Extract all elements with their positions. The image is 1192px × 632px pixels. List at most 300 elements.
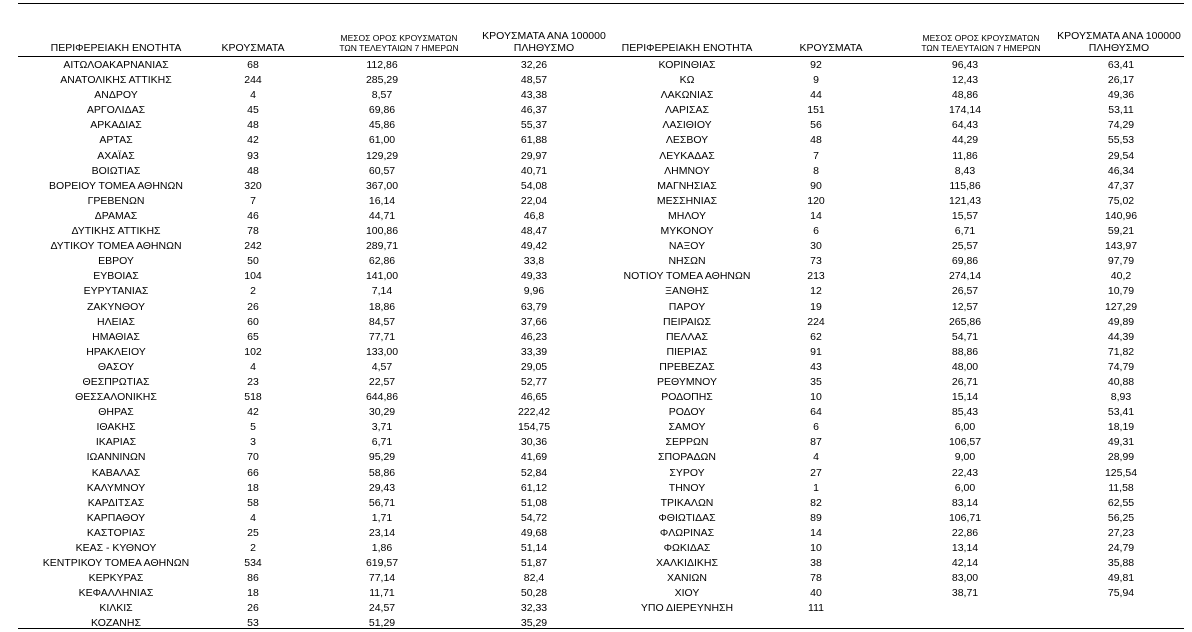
table-row (612, 209, 1182, 224)
cell-region: ΙΘΑΚΗΣ (96, 421, 136, 434)
cell-avg7: 6,71 (371, 436, 393, 449)
cell-cases: 242 (244, 240, 262, 253)
table-row (18, 239, 596, 254)
cell-region: ΠΡΕΒΕΖΑΣ (659, 360, 715, 373)
cell-region: ΚΩ (679, 74, 695, 87)
header-avg7-left-line1: ΜΕΣΟΣ ΟΡΟΣ ΚΡΟΥΣΜΑΤΩΝ (340, 33, 458, 43)
table-row (18, 511, 596, 526)
cell-per100k: 74,79 (1107, 360, 1135, 373)
cell-region: ΣΕΡΡΩΝ (665, 436, 709, 449)
cell-per100k: 154,75 (517, 421, 551, 434)
cell-per100k: 52,84 (520, 466, 548, 479)
cell-region: ΘΑΣΟΥ (97, 360, 135, 373)
cell-cases: 90 (810, 179, 822, 192)
cell-region: ΧΙΟΥ (674, 587, 700, 600)
cell-region: ΚΕΦΑΛΛΗΝΙΑΣ (78, 587, 154, 600)
cell-avg7: 18,86 (368, 300, 396, 313)
cell-region: ΛΑΡΙΣΑΣ (665, 104, 709, 117)
cell-region: ΠΑΡΟΥ (668, 300, 706, 313)
cell-avg7: 15,14 (951, 391, 979, 404)
cell-avg7: 8,57 (371, 89, 393, 102)
cell-cases: 89 (810, 511, 822, 524)
table-row (612, 194, 1182, 209)
cell-region: ΚΕΝΤΡΙΚΟΥ ΤΟΜΕΑ ΑΘΗΝΩΝ (42, 557, 190, 570)
cell-per100k: 28,99 (1107, 451, 1135, 464)
cell-cases: 104 (244, 270, 262, 283)
cell-region: ΚΙΛΚΙΣ (99, 602, 133, 615)
cell-region: ΕΒΡΟΥ (98, 255, 134, 268)
cell-per100k: 71,82 (1107, 345, 1135, 358)
cell-avg7: 16,14 (368, 194, 396, 207)
table-row (18, 224, 596, 239)
table-row (612, 360, 1182, 375)
cell-avg7: 115,86 (949, 179, 981, 192)
cell-avg7: 45,86 (368, 119, 396, 132)
cell-cases: 58 (247, 496, 259, 509)
cell-per100k: 74,29 (1107, 119, 1135, 132)
cell-region: ΚΕΑΣ - ΚΥΘΝΟΥ (75, 542, 157, 554)
header-avg7-left-line2: ΤΩΝ ΤΕΛΕΥΤΑΙΩΝ 7 ΗΜΕΡΩΝ (339, 43, 459, 53)
cell-region: ΛΕΣΒΟΥ (665, 134, 709, 147)
table-row (612, 179, 1182, 194)
cell-per100k: 50,28 (520, 587, 548, 600)
cell-avg7: 88,86 (951, 345, 979, 358)
cell-region: ΦΘΙΩΤΙΔΑΣ (658, 511, 716, 524)
table-row (612, 511, 1182, 526)
cell-cases: 38 (810, 557, 822, 570)
cell-per100k: 51,08 (520, 496, 548, 509)
cell-region: ΤΡΙΚΑΛΩΝ (660, 496, 714, 509)
table-row (612, 466, 1182, 481)
table-row (612, 224, 1182, 239)
cell-per100k: 51,14 (520, 542, 548, 554)
cell-cases: 244 (244, 74, 262, 87)
cell-cases: 93 (247, 149, 259, 162)
cell-avg7: 6,00 (954, 421, 976, 434)
cell-cases: 1 (813, 481, 819, 494)
cell-cases: 3 (250, 436, 256, 449)
cell-avg7: 84,57 (368, 315, 396, 328)
cell-avg7: 24,57 (368, 602, 396, 615)
table-row (18, 133, 596, 148)
cell-cases: 65 (247, 330, 259, 343)
table-row (612, 435, 1182, 450)
cell-region: ΑΝΔΡΟΥ (94, 89, 138, 102)
cell-region: ΡΟΔΟΥ (668, 406, 706, 419)
table-row (18, 360, 596, 375)
cell-region: ΥΠΟ ΔΙΕΡΕΥΝΗΣΗ (640, 602, 734, 615)
table-row (18, 164, 596, 179)
cell-avg7: 1,86 (371, 542, 393, 554)
cell-avg7: 25,57 (951, 240, 979, 253)
table-row (18, 466, 596, 481)
cell-per100k: 54,72 (520, 511, 548, 524)
cell-cases: 26 (247, 300, 259, 313)
cell-region: ΚΟΡΙΝΘΙΑΣ (658, 59, 716, 71)
cell-cases: 518 (244, 391, 262, 404)
cell-cases: 82 (810, 496, 822, 509)
cell-cases: 224 (807, 315, 825, 328)
cell-per100k: 222,42 (517, 406, 551, 419)
cell-cases: 23 (247, 375, 259, 388)
table-row (18, 194, 596, 209)
cell-region: ΛΕΥΚΑΔΑΣ (659, 149, 715, 162)
cell-per100k: 52,77 (520, 375, 548, 388)
cell-cases: 4 (250, 89, 256, 102)
table-row (18, 601, 596, 616)
cell-avg7: 9,00 (954, 451, 976, 464)
cell-per100k (1060, 601, 1182, 616)
cell-avg7: 6,00 (954, 481, 976, 494)
cell-per100k: 63,41 (1107, 59, 1135, 71)
cell-per100k: 33,8 (523, 255, 545, 268)
table-row (18, 88, 596, 103)
cell-per100k: 49,89 (1107, 315, 1135, 328)
cell-region: ΡΕΘΥΜΝΟΥ (656, 375, 717, 388)
cell-per100k: 51,87 (520, 557, 548, 570)
cell-cases: 534 (244, 557, 262, 570)
cell-cases: 6 (813, 421, 819, 434)
table-bottom-rule (18, 628, 1184, 629)
cell-cases: 10 (810, 391, 822, 404)
cell-cases: 27 (810, 466, 822, 479)
cell-region: ΕΥΡΥΤΑΝΙΑΣ (83, 285, 149, 298)
cell-avg7: 69,86 (951, 255, 979, 268)
table-row (612, 586, 1182, 601)
cell-per100k: 29,54 (1107, 149, 1135, 162)
cell-region: ΠΙΕΡΙΑΣ (666, 345, 708, 358)
cell-per100k: 49,68 (520, 526, 548, 539)
cell-cases: 64 (810, 406, 822, 419)
cell-avg7: 1,71 (371, 511, 393, 524)
cell-cases: 6 (813, 225, 819, 238)
cell-avg7: 83,14 (951, 496, 979, 509)
cell-region: ΓΡΕΒΕΝΩΝ (87, 194, 145, 207)
cell-avg7: 26,57 (951, 285, 979, 298)
cell-cases: 42 (247, 134, 259, 147)
cell-per100k: 32,26 (520, 59, 548, 71)
cell-cases: 46 (247, 209, 259, 222)
cell-avg7: 13,14 (951, 542, 979, 554)
table-row (612, 284, 1182, 299)
cell-cases: 7 (250, 194, 256, 207)
cell-per100k: 43,38 (520, 89, 548, 102)
cell-avg7: 15,57 (951, 209, 979, 222)
cell-avg7: 44,71 (368, 209, 396, 222)
cell-avg7: 48,00 (951, 360, 979, 373)
cell-per100k: 26,17 (1107, 74, 1135, 87)
cell-cases: 12 (810, 285, 822, 298)
cell-per100k: 18,19 (1107, 421, 1135, 434)
cell-avg7: 38,71 (951, 587, 979, 600)
cell-region: ΡΟΔΟΠΗΣ (661, 391, 713, 404)
cell-cases: 111 (808, 602, 824, 615)
cell-cases: 92 (810, 59, 822, 71)
cell-region: ΣΠΟΡΑΔΩΝ (658, 451, 716, 464)
cell-per100k: 55,37 (520, 119, 548, 132)
table-row (612, 88, 1182, 103)
cell-per100k: 40,2 (1110, 270, 1132, 283)
cell-cases: 56 (810, 119, 822, 132)
table-row (18, 118, 596, 133)
cell-region: ΚΑΒΑΛΑΣ (91, 466, 141, 479)
cell-avg7: 174,14 (948, 104, 982, 117)
cell-per100k: 46,65 (520, 391, 548, 404)
table-row (18, 571, 596, 586)
table-row (612, 420, 1182, 435)
table-row (18, 496, 596, 511)
table-row (18, 616, 596, 631)
cell-avg7: 133,00 (365, 345, 399, 358)
cell-region: ΧΑΝΙΩΝ (667, 572, 707, 585)
cell-region: ΝΟΤΙΟΥ ΤΟΜΕΑ ΑΘΗΝΩΝ (623, 270, 751, 283)
cell-avg7: 69,86 (368, 104, 396, 117)
cell-per100k: 35,88 (1107, 557, 1135, 570)
cell-cases: 10 (810, 542, 822, 554)
cell-avg7: 22,57 (368, 375, 396, 388)
cell-cases: 44 (810, 89, 822, 102)
cell-cases: 78 (810, 572, 822, 585)
cell-region: ΘΗΡΑΣ (98, 406, 134, 419)
cell-region: ΛΑΚΩΝΙΑΣ (660, 89, 714, 102)
cell-avg7: 22,86 (951, 526, 979, 539)
cell-cases: 53 (247, 617, 259, 630)
cell-region: ΔΡΑΜΑΣ (94, 209, 138, 222)
cell-cases: 35 (810, 375, 822, 388)
table-row (18, 541, 596, 556)
cell-cases: 48 (247, 119, 259, 132)
table-row (612, 239, 1182, 254)
table-row (18, 315, 596, 330)
cell-cases: 9 (813, 74, 819, 87)
cell-region: ΜΥΚΟΝΟΥ (660, 225, 714, 238)
cell-per100k: 140,96 (1104, 209, 1138, 222)
cell-per100k: 49,31 (1107, 436, 1135, 449)
cell-avg7: 77,71 (368, 330, 396, 343)
cell-region: ΜΗΛΟΥ (668, 209, 706, 222)
table-row (612, 254, 1182, 269)
table-row (18, 435, 596, 450)
cell-cases: 2 (250, 285, 256, 298)
cell-cases: 45 (247, 104, 259, 117)
cell-cases: 50 (247, 255, 259, 268)
cell-cases: 213 (807, 270, 825, 283)
cell-per100k: 75,02 (1107, 194, 1135, 207)
cell-per100k: 49,42 (520, 240, 548, 253)
cell-per100k: 30,36 (520, 436, 548, 449)
cell-region: ΛΗΜΝΟΥ (664, 164, 710, 177)
cell-avg7: 23,14 (368, 526, 396, 539)
header-region-left: ΠΕΡΙΦΕΡΕΙΑΚΗ ΕΝΟΤΗΤΑ (50, 42, 182, 54)
cell-region: ΤΗΝΟΥ (668, 481, 706, 494)
table-row (18, 254, 596, 269)
table-row (612, 164, 1182, 179)
table-row (18, 405, 596, 420)
table-row (18, 375, 596, 390)
table-row (18, 209, 596, 224)
cell-cases: 91 (810, 345, 822, 358)
cell-avg7: 22,43 (951, 466, 979, 479)
cell-avg7: 11,86 (952, 149, 978, 162)
cell-region: ΘΕΣΣΑΛΟΝΙΚΗΣ (75, 391, 157, 404)
cell-cases: 151 (807, 104, 825, 117)
cell-avg7: 29,43 (368, 481, 396, 494)
cell-avg7: 141,00 (365, 270, 399, 283)
header-avg7-right-line2: ΤΩΝ ΤΕΛΕΥΤΑΙΩΝ 7 ΗΜΕΡΩΝ (921, 43, 1041, 53)
cell-avg7: 265,86 (948, 315, 982, 328)
cell-region: ΞΑΝΘΗΣ (665, 285, 709, 298)
cell-avg7: 11,71 (369, 587, 395, 600)
cell-region: ΚΑΛΥΜΝΟΥ (86, 481, 146, 494)
cell-per100k: 46,37 (520, 104, 548, 117)
cell-per100k: 33,39 (520, 345, 548, 358)
table-row (612, 103, 1182, 118)
cell-cases: 48 (810, 134, 822, 147)
cell-region: ΜΑΓΝΗΣΙΑΣ (657, 179, 717, 192)
table-row (18, 330, 596, 345)
table-row (612, 526, 1182, 541)
cell-per100k: 49,33 (520, 270, 548, 283)
cell-avg7: 54,71 (951, 330, 979, 343)
cell-per100k: 35,29 (520, 617, 548, 630)
cell-cases: 78 (247, 225, 259, 238)
table-row (612, 300, 1182, 315)
cell-avg7: 62,86 (368, 255, 396, 268)
cell-avg7: 129,29 (365, 149, 399, 162)
cell-region: ΚΑΡΠΑΘΟΥ (86, 511, 146, 524)
header-per100k-left (470, 30, 618, 54)
cell-avg7: 83,00 (951, 572, 979, 585)
cell-cases: 73 (810, 255, 822, 268)
cell-per100k: 55,53 (1107, 134, 1135, 147)
cell-per100k: 49,81 (1107, 572, 1135, 585)
cell-per100k: 44,39 (1107, 330, 1135, 343)
cell-per100k: 47,37 (1107, 179, 1135, 192)
table-row (612, 73, 1182, 88)
cell-avg7: 77,14 (368, 572, 396, 585)
cell-per100k: 61,12 (520, 481, 548, 494)
table-row (18, 149, 596, 164)
cell-region: ΣΥΡΟΥ (669, 466, 705, 479)
table-row (18, 269, 596, 284)
cell-avg7: 6,71 (954, 225, 976, 238)
cell-region: ΝΑΞΟΥ (668, 240, 706, 253)
cell-per100k: 41,69 (520, 451, 548, 464)
cell-avg7: 12,43 (951, 74, 979, 87)
cell-per100k: 75,94 (1107, 587, 1135, 600)
cell-avg7: 96,43 (951, 59, 979, 71)
left-table-body (18, 58, 596, 632)
cell-per100k: 29,05 (520, 360, 548, 373)
cell-avg7: 106,57 (948, 436, 982, 449)
cell-region: ΚΕΡΚΥΡΑΣ (88, 572, 144, 585)
header-avg7-right-line1: ΜΕΣΟΣ ΟΡΟΣ ΚΡΟΥΣΜΑΤΩΝ (922, 33, 1040, 43)
table-row (612, 330, 1182, 345)
cell-per100k: 125,54 (1104, 466, 1138, 479)
cell-region: ΒΟΙΩΤΙΑΣ (91, 164, 141, 177)
cell-region: ΚΑΣΤΟΡΙΑΣ (86, 526, 146, 539)
cell-avg7: 58,86 (368, 466, 396, 479)
cell-region: ΕΥΒΟΙΑΣ (93, 270, 139, 283)
table-row (18, 73, 596, 88)
table-row (612, 345, 1182, 360)
cell-per100k: 46,8 (523, 209, 545, 222)
cell-per100k: 48,57 (520, 74, 548, 87)
cell-per100k: 143,97 (1104, 240, 1138, 253)
cell-region: ΦΛΩΡΙΝΑΣ (659, 526, 715, 539)
header-per100k-right (1046, 30, 1192, 54)
cell-cases: 48 (247, 164, 259, 177)
cell-region: ΚΟΖΑΝΗΣ (91, 617, 141, 630)
header-region-right: ΠΕΡΙΦΕΡΕΙΑΚΗ ΕΝΟΤΗΤΑ (621, 42, 753, 54)
cell-avg7: 106,71 (948, 511, 982, 524)
table-row (18, 284, 596, 299)
cell-cases: 70 (247, 451, 259, 464)
table-row (612, 571, 1182, 586)
cell-cases: 68 (247, 59, 259, 71)
cell-region: ΔΥΤΙΚΟΥ ΤΟΜΕΑ ΑΘΗΝΩΝ (50, 240, 182, 253)
cell-per100k: 11,58 (1108, 481, 1134, 494)
cell-cases: 42 (247, 406, 259, 419)
cell-cases: 7 (813, 149, 819, 162)
table-row (18, 300, 596, 315)
cell-cases: 86 (247, 572, 259, 585)
cell-per100k: 61,88 (520, 134, 548, 147)
cell-per100k: 46,23 (520, 330, 548, 343)
cell-avg7: 289,71 (365, 240, 399, 253)
cell-cases: 19 (810, 300, 822, 313)
table-row (612, 315, 1182, 330)
cell-avg7: 100,86 (365, 225, 399, 238)
header-rule-right (613, 56, 1184, 57)
table-row (18, 103, 596, 118)
cell-per100k: 59,21 (1107, 225, 1135, 238)
cell-avg7: 274,14 (948, 270, 982, 283)
cell-region: ΑΙΤΩΛΟΑΚΑΡΝΑΝΙΑΣ (63, 59, 169, 71)
table-row (612, 450, 1182, 465)
cell-per100k: 53,11 (1108, 104, 1134, 117)
table-row (18, 450, 596, 465)
table-row (612, 496, 1182, 511)
cell-avg7: 95,29 (368, 451, 396, 464)
cell-per100k: 10,79 (1107, 285, 1135, 298)
table-row (612, 481, 1182, 496)
cell-cases: 8 (813, 164, 819, 177)
cell-region: ΝΗΣΩΝ (668, 255, 706, 268)
cell-per100k: 56,25 (1107, 511, 1135, 524)
cell-avg7: 48,86 (951, 89, 979, 102)
cell-avg7: 4,57 (371, 360, 393, 373)
cell-cases: 4 (250, 360, 256, 373)
cell-cases: 60 (247, 315, 259, 328)
cell-cases: 14 (810, 526, 822, 539)
table-row (18, 481, 596, 496)
header-per100k-right-line1: ΚΡΟΥΣΜΑΤΑ ΑΝΑ 100000 (1057, 30, 1181, 42)
cell-region: ΦΩΚΙΔΑΣ (663, 542, 711, 554)
table-row (612, 601, 1182, 616)
cell-cases: 18 (247, 587, 259, 600)
cell-region: ΖΑΚΥΝΘΟΥ (86, 300, 145, 313)
cell-region: ΠΕΛΛΑΣ (665, 330, 709, 343)
cell-avg7: 619,57 (365, 557, 399, 570)
cell-per100k: 46,34 (1107, 164, 1135, 177)
cell-region: ΚΑΡΔΙΤΣΑΣ (87, 496, 145, 509)
header-cases-left: ΚΡΟΥΣΜΑΤΑ (221, 42, 285, 54)
table-top-rule (18, 3, 1184, 4)
cell-avg7: 85,43 (951, 406, 979, 419)
cell-per100k: 54,08 (520, 179, 548, 192)
cell-avg7: 3,71 (371, 421, 393, 434)
